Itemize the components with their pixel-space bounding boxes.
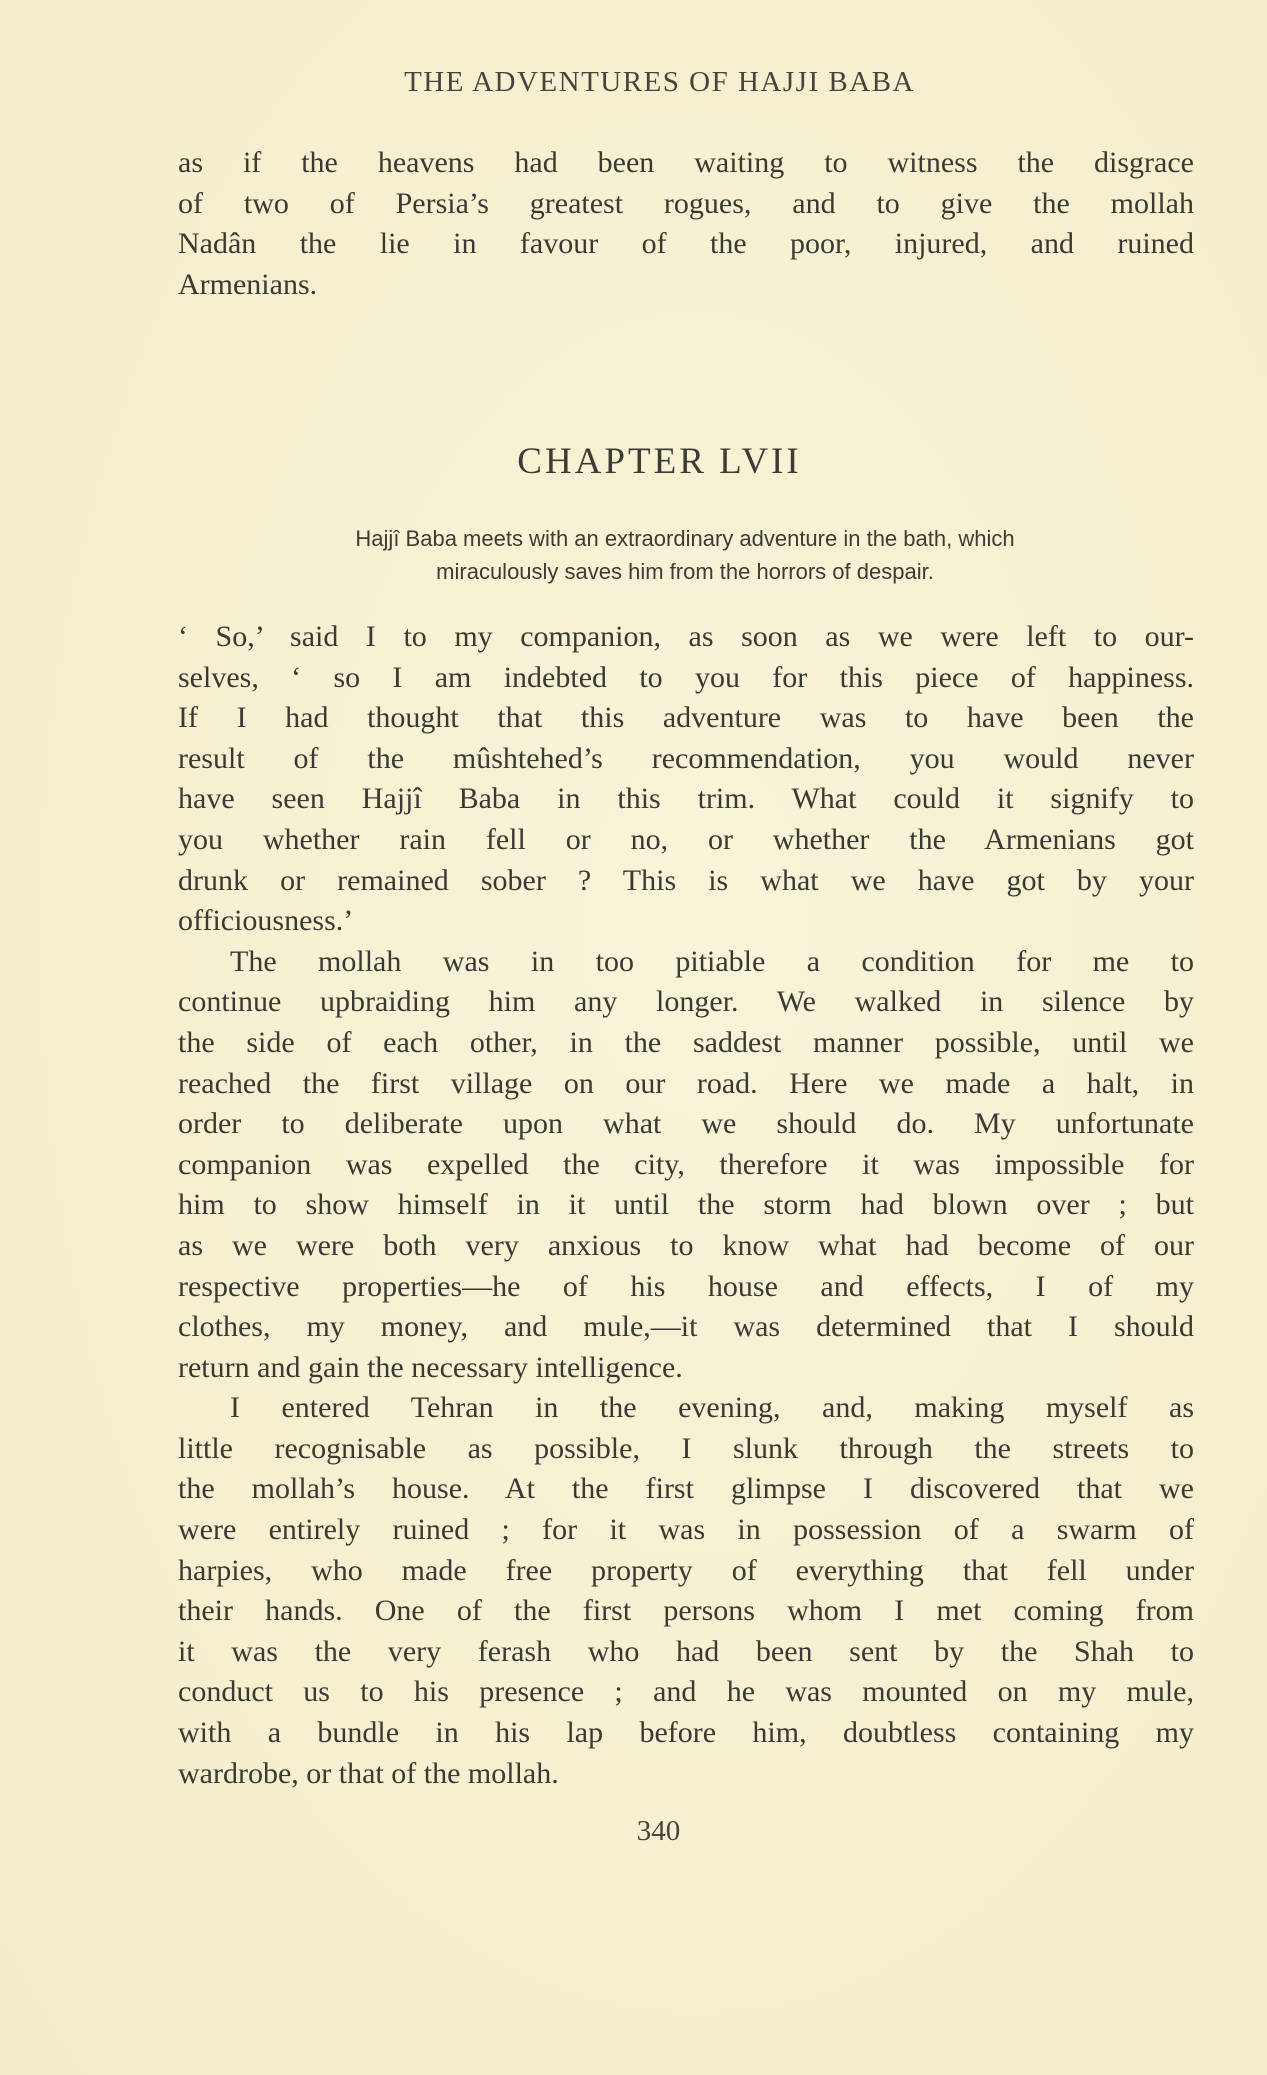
- argument-line: Hajjî Baba meets with an extraordinary adventure in the bath, which: [355, 526, 1015, 551]
- text-line: conduct us to his presence ; and he was mounted on my mule,: [178, 1675, 1194, 1709]
- text-line: have seen Hajjî Baba in this trim. What could it signify to: [178, 782, 1194, 816]
- running-head: THE ADVENTURES OF HAJJI BABA: [404, 66, 915, 98]
- text-line: clothes, my money, and mule,—it was determined that I should: [178, 1310, 1194, 1344]
- text-line: little recognisable as possible, I slunk through the streets to: [178, 1431, 1194, 1465]
- text-line: him to show himself in it until the storm had blown over ; but: [178, 1188, 1194, 1222]
- text-line: the mollah’s house. At the first glimpse I discovered that we: [178, 1472, 1194, 1506]
- text-line: ‘ So,’ said I to my companion, as soon as we were left to our-: [178, 620, 1194, 653]
- text-line: selves, ‘ so I am indebted to you for this piece of happiness.: [178, 660, 1194, 694]
- text-line: reached the first village on our road. Here we made a halt, in: [178, 1066, 1194, 1100]
- text-line: Armenians.: [178, 267, 318, 301]
- paragraph: [178, 617, 1194, 942]
- chapter-argument: [210, 522, 1160, 588]
- chapter-body: [178, 617, 1194, 1794]
- text-line: were entirely ruined ; for it was in possession of a swarm of: [178, 1513, 1194, 1547]
- text-line: you whether rain fell or no, or whether the Armenians got: [178, 822, 1194, 856]
- text-line: result of the mûshtehed’s recommendation, you would never: [178, 741, 1194, 775]
- chapter-title: CHAPTER LVII: [517, 441, 802, 482]
- text-line: it was the very ferash who had been sent by the Shah to: [178, 1634, 1194, 1668]
- text-line: of two of Persia’s greatest rogues, and to give the mollah: [178, 186, 1194, 220]
- continuation-paragraph: [178, 143, 1194, 305]
- text-line: continue upbraiding him any longer. We walked in silence by: [178, 985, 1194, 1019]
- text-line: The mollah was in too pitiable a condition for me to: [230, 944, 1194, 978]
- text-line: companion was expelled the city, therefore it was impossible for: [178, 1147, 1194, 1181]
- text-line: their hands. One of the first persons whom I met coming from: [178, 1594, 1194, 1628]
- text-line: I entered Tehran in the evening, and, making myself as: [230, 1391, 1194, 1425]
- text-line: harpies, who made free property of everything that fell under: [178, 1553, 1194, 1587]
- paragraph: [178, 1388, 1194, 1794]
- paragraph: [178, 942, 1194, 1389]
- text-line: return and gain the necessary intelligence.: [178, 1350, 683, 1384]
- text-line: drunk or remained sober ? This is what we have got by your: [178, 863, 1194, 897]
- text-line: officiousness.’: [178, 904, 354, 938]
- text-line: with a bundle in his lap before him, doubtless containing my: [178, 1716, 1194, 1750]
- text-line: If I had thought that this adventure was to have been the: [178, 701, 1194, 735]
- text-line: wardrobe, or that of the mollah.: [178, 1756, 559, 1790]
- text-line: Nadân the lie in favour of the poor, injured, and ruined: [178, 227, 1194, 261]
- page-number: 340: [636, 1815, 681, 1847]
- text-line: as we were both very anxious to know what had become of our: [178, 1228, 1194, 1262]
- argument-line: miraculously saves him from the horrors of despair.: [436, 559, 934, 584]
- text-line: order to deliberate upon what we should do. My unfortunate: [178, 1107, 1194, 1141]
- text-line: the side of each other, in the saddest manner possible, until we: [178, 1025, 1194, 1059]
- text-line: respective properties—he of his house and effects, I of my: [178, 1269, 1194, 1303]
- text-line: as if the heavens had been waiting to witness the disgrace: [178, 146, 1194, 179]
